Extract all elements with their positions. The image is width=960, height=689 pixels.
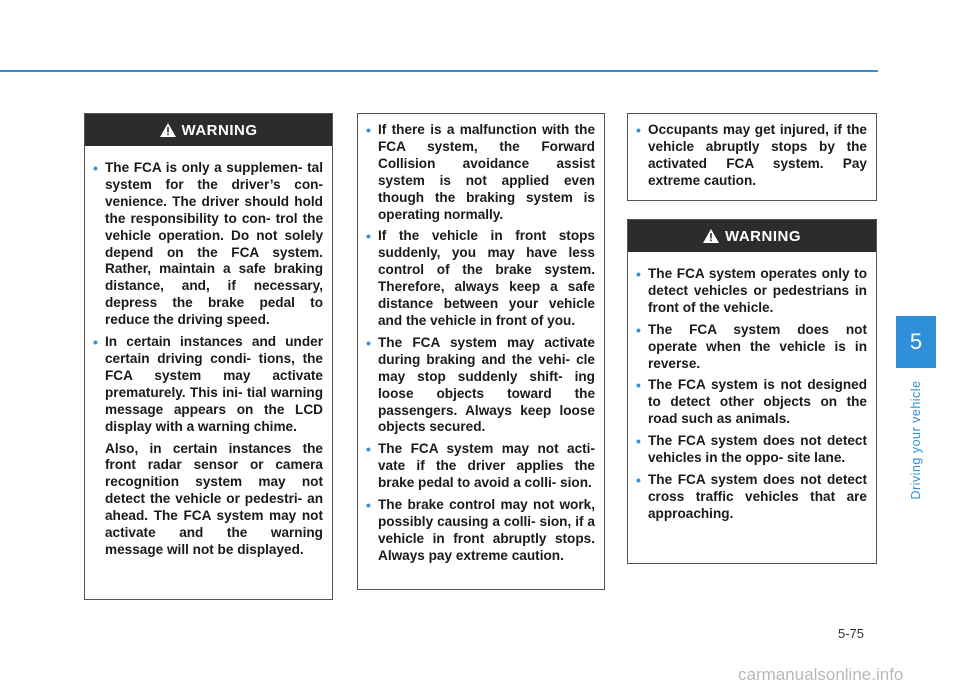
continuation-paragraph: Also, in certain instances the front radar sensor or camera recognition system may not detect the vehicle or pedestri- an ahead. The FCA system may not activate and the warning message will not be displayed. — [105, 440, 323, 557]
caution-box-2 — [357, 113, 605, 590]
warning-box-1 — [84, 113, 333, 600]
warning-title: WARNING — [725, 227, 801, 245]
chapter-title — [896, 370, 936, 510]
header-rule — [0, 70, 878, 72]
list-item: • The FCA system operates only to detect vehicles or pedestrians in front of the vehicle. — [637, 266, 867, 317]
list-item: • The FCA system does not detect vehicles in the oppo- site lane. — [637, 433, 867, 467]
warning-header — [628, 220, 876, 252]
list-item: • Occupants may get injured, if the vehicle abruptly stops by the activated FCA system. Pay extreme caution. — [637, 122, 867, 190]
watermark: carmanualsonline.info — [738, 665, 904, 684]
warning-title: WARNING — [181, 121, 258, 139]
list-item: • The FCA system does not detect cross traffic vehicles that are approaching. — [637, 472, 867, 523]
warning-triangle-icon — [160, 123, 176, 137]
chapter-tab — [896, 316, 936, 368]
list-item: • The FCA is only a supplemen- tal system for the driver’s con- venience. The driver should hold the responsibility to con- trol the vehicle operation. Do not solely depend on the FCA system. Rather, maintain a safe braking distance, and, if necessary, depress the brake pedal to reduce the driving speed. — [94, 160, 323, 329]
chapter-number: 5 — [909, 329, 923, 354]
list-item: • The FCA system is not designed to detect other objects on the road such as animals. — [637, 377, 867, 428]
list-item: • If the vehicle in front stops suddenly, you may have less control of the brake system. Therefore, always keep a safe distance between your vehicle and the vehicle in front of you. — [367, 228, 595, 329]
warning-triangle-icon — [703, 229, 719, 243]
chapter-title-text: Driving your vehicle — [909, 380, 923, 500]
page-number: 5-75 — [838, 626, 865, 641]
bullet-list — [94, 160, 323, 436]
bullet-list — [637, 266, 867, 523]
list-item: • If there is a malfunction with the FCA system, the Forward Collision avoidance assist system is not applied even though the braking system is operating normally. — [367, 122, 595, 223]
caution-box-3 — [627, 113, 877, 201]
list-item: • The FCA system does not operate when the vehicle is in reverse. — [637, 322, 867, 373]
bullet-list — [367, 122, 595, 565]
list-item: • The FCA system may activate during braking and the vehi- cle may stop suddenly shift- ing loose objects toward the passengers. Always keep loose objects secured. — [367, 335, 595, 436]
bullet-list — [637, 122, 867, 190]
list-item: • The brake control may not work, possibly causing a colli- sion, if a vehicle in front abruptly stops. Always pay extreme caution. — [367, 497, 595, 565]
list-item: • The FCA system may not acti- vate if the driver applies the brake pedal to avoid a colli- sion. — [367, 441, 595, 492]
warning-header — [85, 114, 332, 146]
warning-box-4 — [627, 219, 877, 564]
list-item: • In certain instances and under certain driving condi- tions, the FCA system may activate prematurely. This ini- tial warning message appears on the LCD display with a warning chime. — [94, 334, 323, 435]
